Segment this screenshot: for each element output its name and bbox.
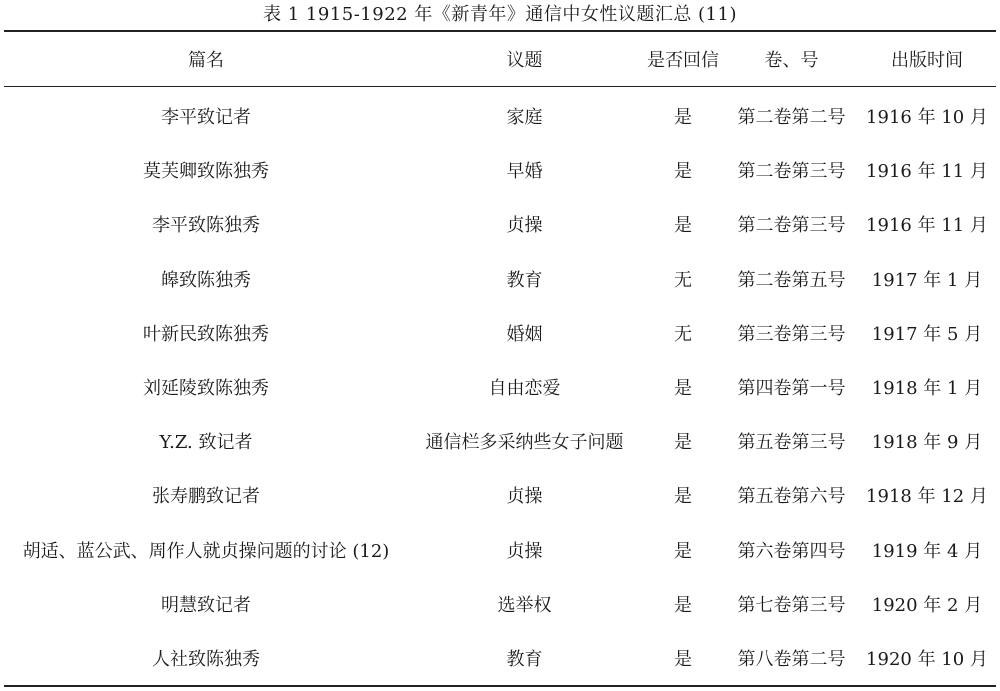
cell-replied: 是 (674, 486, 692, 508)
table-bottom-rule (4, 685, 996, 687)
cell-replied: 是 (674, 378, 692, 400)
cell-volume-issue: 第四卷第一号 (737, 378, 846, 400)
cell-replied: 是 (674, 161, 692, 183)
header-replied: 是否回信 (647, 50, 719, 71)
cell-replied: 是 (674, 648, 692, 670)
cell-topic: 贞操 (506, 540, 543, 562)
table-body (4, 89, 996, 685)
cell-topic: 家庭 (506, 107, 543, 129)
table-row (4, 631, 996, 685)
header-publish-date: 出版时间 (891, 50, 963, 71)
cell-topic: 通信栏多采纳些女子问题 (425, 432, 624, 454)
cell-topic: 早婚 (506, 161, 543, 183)
cell-volume-issue: 第五卷第六号 (737, 486, 846, 508)
cell-volume-issue: 第五卷第三号 (737, 432, 846, 454)
cell-publish-date: 1920 年 10 月 (866, 648, 988, 670)
cell-title: 胡适、蓝公武、周作人就贞操问题的讨论 (12) (22, 540, 390, 562)
cell-replied: 是 (674, 215, 692, 237)
table-row (4, 577, 996, 631)
cell-topic: 贞操 (506, 215, 543, 237)
table-row (4, 252, 996, 306)
cell-publish-date: 1918 年 12 月 (866, 486, 988, 508)
cell-replied: 无 (674, 269, 692, 291)
cell-topic: 教育 (506, 269, 543, 291)
table-header-row (4, 32, 996, 86)
cell-title: Y.Z. 致记者 (159, 432, 253, 454)
cell-volume-issue: 第三卷第三号 (737, 323, 846, 345)
cell-publish-date: 1920 年 2 月 (871, 594, 983, 616)
cell-volume-issue: 第二卷第二号 (737, 107, 846, 129)
cell-volume-issue: 第二卷第三号 (737, 215, 846, 237)
cell-volume-issue: 第二卷第三号 (737, 161, 846, 183)
table-row (4, 468, 996, 522)
cell-publish-date: 1918 年 9 月 (871, 432, 983, 454)
header-topic: 议题 (506, 50, 543, 71)
cell-publish-date: 1916 年 10 月 (866, 107, 988, 129)
cell-title: 皞致陈独秀 (161, 269, 251, 291)
header-volume-issue: 卷、号 (764, 50, 819, 71)
cell-replied: 是 (674, 432, 692, 454)
header-title: 篇名 (188, 50, 224, 71)
cell-replied: 是 (674, 107, 692, 129)
cell-volume-issue: 第八卷第二号 (737, 648, 846, 670)
cell-replied: 是 (674, 540, 692, 562)
cell-title: 张寿鹏致记者 (152, 486, 260, 508)
cell-topic: 婚姻 (506, 323, 543, 345)
table-row (4, 306, 996, 360)
cell-topic: 自由恋爱 (488, 378, 561, 400)
cell-publish-date: 1917 年 1 月 (871, 269, 983, 291)
cell-publish-date: 1919 年 4 月 (871, 540, 983, 562)
table-row (4, 414, 996, 468)
cell-replied: 无 (674, 323, 692, 345)
cell-publish-date: 1917 年 5 月 (871, 323, 983, 345)
cell-publish-date: 1916 年 11 月 (866, 215, 988, 237)
cell-volume-issue: 第二卷第五号 (737, 269, 846, 291)
cell-title: 人社致陈独秀 (152, 648, 260, 670)
cell-topic: 选举权 (497, 594, 552, 616)
cell-title: 莫芙卿致陈独秀 (143, 161, 269, 183)
table-row (4, 197, 996, 251)
cell-publish-date: 1916 年 11 月 (866, 161, 988, 183)
cell-title: 刘延陵致陈独秀 (143, 378, 269, 400)
table-row (4, 143, 996, 197)
table-row (4, 360, 996, 414)
cell-topic: 教育 (506, 648, 543, 670)
cell-volume-issue: 第六卷第四号 (737, 540, 846, 562)
table-row (4, 523, 996, 577)
cell-volume-issue: 第七卷第三号 (737, 594, 846, 616)
cell-topic: 贞操 (506, 486, 543, 508)
table-caption: 表 1 1915-1922 年《新青年》通信中女性议题汇总 (11) (263, 4, 737, 25)
cell-title: 叶新民致陈独秀 (143, 323, 269, 345)
letters-table (4, 30, 996, 687)
cell-title: 明慧致记者 (161, 594, 251, 616)
cell-publish-date: 1918 年 1 月 (871, 378, 983, 400)
cell-title: 李平致陈独秀 (152, 215, 260, 237)
cell-replied: 是 (674, 594, 692, 616)
cell-title: 李平致记者 (161, 107, 251, 129)
table-row (4, 89, 996, 143)
